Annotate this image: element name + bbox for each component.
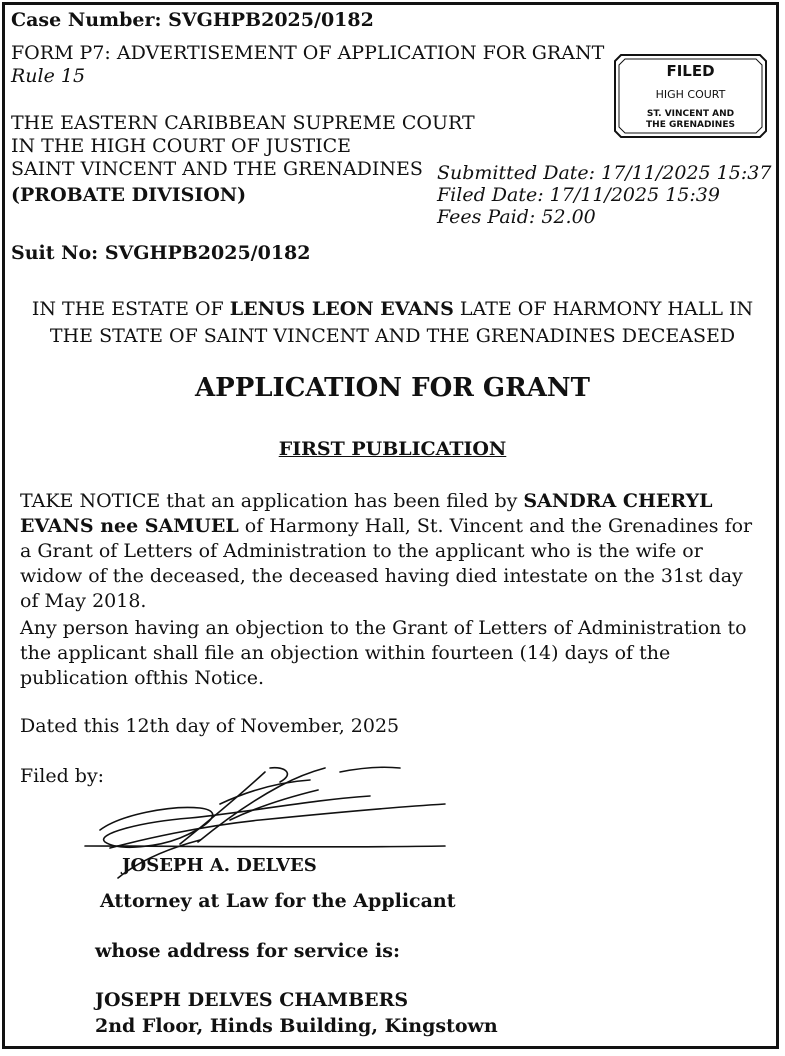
page-heading: APPLICATION FOR GRANT <box>194 373 590 403</box>
deceased-name: LENUS LEON EVANS <box>229 298 454 320</box>
filed-stamp <box>613 53 768 139</box>
chambers-address: 2nd Floor, Hinds Building, Kingstown <box>95 1015 498 1037</box>
court-name-line2: IN THE HIGH COURT OF JUSTICE <box>11 135 352 157</box>
stamp-court: HIGH COURT <box>655 88 726 101</box>
notice-intro: TAKE NOTICE that an application has been filed by <box>20 490 524 512</box>
stamp-place-line2: THE GRENADINES <box>646 120 735 130</box>
signatory-role: Attorney at Law for the Applicant <box>100 890 456 912</box>
stamp-place-line1: ST. VINCENT AND <box>646 109 735 119</box>
dated-line: Dated this 12th day of November, 2025 <box>20 715 400 737</box>
chambers-name: JOSEPH DELVES CHAMBERS <box>95 989 409 1011</box>
objection-paragraph: Any person having an objection to the Grant of Letters of Administration to the applicant shall file an objection within fourteen (14) days of the publication ofthis Notice. <box>20 617 747 689</box>
stamp-label: FILED <box>666 62 715 80</box>
court-name-line1: THE EASTERN CARIBBEAN SUPREME COURT <box>11 112 475 134</box>
signatory-name: JOSEPH A. DELVES <box>122 855 317 876</box>
estate-prefix: IN THE ESTATE OF <box>31 298 230 320</box>
court-name-line3: SAINT VINCENT AND THE GRENADINES <box>11 158 423 180</box>
estate-line2: THE STATE OF SAINT VINCENT AND THE GRENADINES DECEASED <box>49 325 736 347</box>
notice-paragraph <box>20 489 765 614</box>
applicant-name: SANDRA CHERYL EVANS nee SAMUEL <box>20 490 713 537</box>
probate-division: (PROBATE DIVISION) <box>11 184 247 206</box>
suit-number: Suit No: SVGHPB2025/0182 <box>11 242 311 264</box>
fees-paid: Fees Paid: 52.00 <box>437 206 596 228</box>
first-publication-heading: FIRST PUBLICATION <box>278 438 507 460</box>
rule-reference: Rule 15 <box>11 65 86 87</box>
filed-date: Filed Date: 17/11/2025 15:39 <box>437 184 720 206</box>
filed-by-label: Filed by: <box>20 765 105 787</box>
estate-line1 <box>0 298 785 320</box>
estate-suffix: LATE OF HARMONY HALL IN <box>453 298 754 320</box>
case-number: Case Number: SVGHPB2025/0182 <box>11 9 374 31</box>
form-title: FORM P7: ADVERTISEMENT OF APPLICATION FOR GRANT <box>11 42 605 64</box>
submitted-date: Submitted Date: 17/11/2025 15:37 <box>437 162 772 184</box>
address-label: whose address for service is: <box>95 940 400 962</box>
subheading-wrap <box>0 438 785 460</box>
notice-details: of Harmony Hall, St. Vincent and the Grenadines for a Grant of Letters of Administration to the applicant who is the wife or widow of the deceased, the deceased having died intestate on the 31st day of May 2018. <box>20 515 753 612</box>
